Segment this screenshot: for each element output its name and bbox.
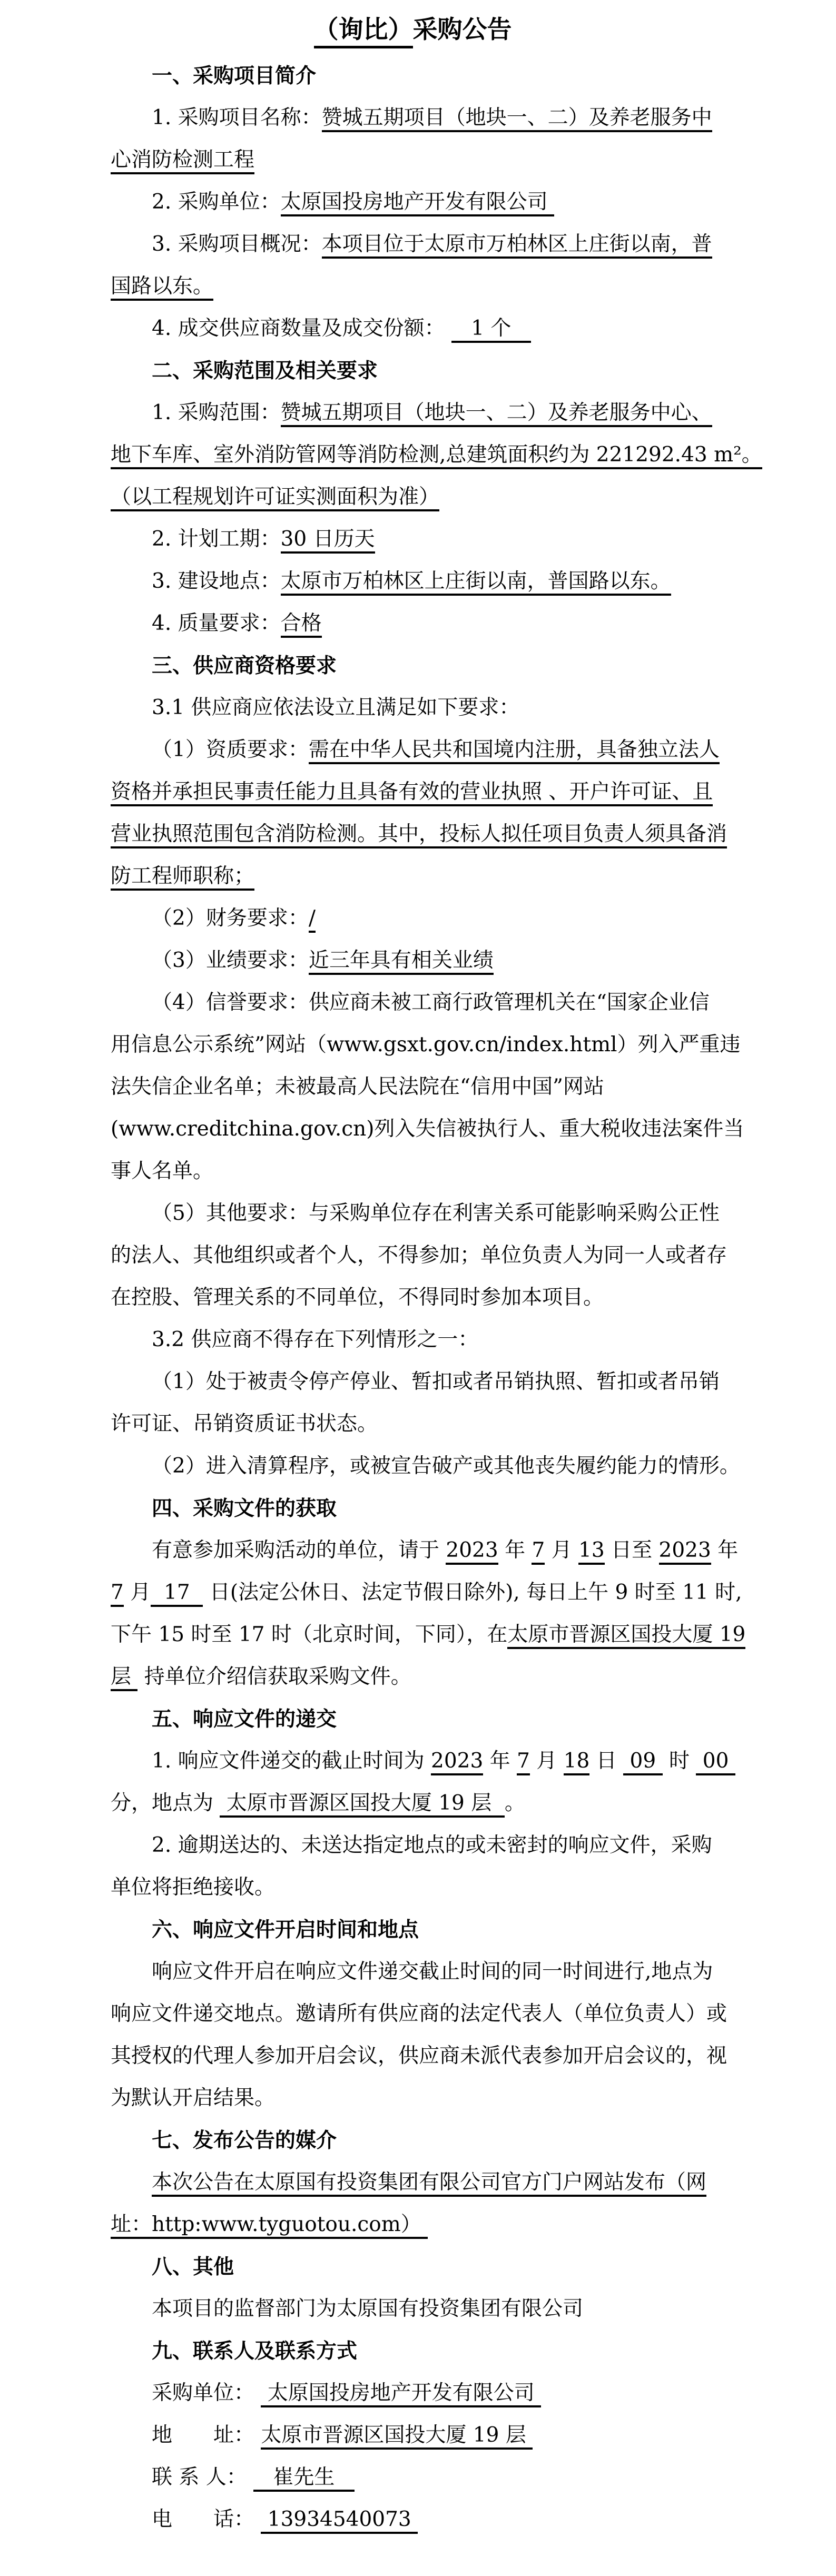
underlined-text: 崔先生 <box>253 2465 354 2492</box>
text-segment: 3. 采购项目概况： <box>152 232 322 256</box>
text-segment: 分，地点为 <box>111 1791 220 1815</box>
text-line <box>111 265 715 308</box>
text-line <box>111 603 715 645</box>
text-segment: 法失信企业名单；未被最高人民法院在“信用中国”网站 <box>111 1075 604 1099</box>
text-line <box>111 2372 715 2414</box>
underlined-text: 7 <box>517 1749 530 1775</box>
text-segment: 的法人、其他组织或者个人，不得参加；单位负责人为同一人或者存 <box>111 1243 727 1267</box>
text-segment: 联 系 人： <box>152 2465 254 2489</box>
text-line <box>111 1867 715 1909</box>
text-segment: 月 <box>545 1538 579 1562</box>
underlined-text: 1 个 <box>451 317 531 343</box>
underlined-text: 赞城五期项目（地块一、二）及养老服务中 <box>322 106 712 132</box>
text-line <box>111 1782 715 1824</box>
text-segment: 2. 逾期送达的、未送达指定地点的或未密封的响应文件，采购 <box>152 1833 712 1857</box>
text-segment: 。 <box>505 1791 526 1815</box>
text-segment: 3. 建设地点： <box>152 569 281 593</box>
underlined-text: 13 <box>578 1538 605 1565</box>
section-heading: 四、采购文件的获取 <box>152 1496 337 1521</box>
underlined-text: 需在中华人民共和国境内注册，具备独立法人 <box>309 738 720 764</box>
text-segment: 单位将拒绝接收。 <box>111 1876 276 1899</box>
underlined-text: 13934540073 <box>261 2508 418 2534</box>
underlined-text: 太原国投房地产开发有限公司 <box>281 190 554 216</box>
text-segment: 3.2 供应商不得存在下列情形之一： <box>152 1328 479 1351</box>
underlined-text: 近三年具有相关业绩 <box>309 949 494 975</box>
text-segment: 年 <box>711 1538 739 1562</box>
text-line <box>111 308 715 350</box>
text-line <box>111 2204 715 2246</box>
text-line <box>111 2162 715 2204</box>
underlined-text: 心消防检测工程 <box>111 148 254 174</box>
underlined-text: 09 <box>623 1749 662 1775</box>
text-line <box>111 2414 715 2456</box>
text-segment: （2）财务要求： <box>152 906 309 930</box>
text-segment: 持单位介绍信获取采购文件。 <box>137 1665 411 1689</box>
text-line <box>111 1150 715 1192</box>
underlined-text: 7 <box>111 1581 124 1607</box>
text-segment: （5）其他要求：与采购单位存在利害关系可能影响采购公正性 <box>152 1201 720 1225</box>
underlined-text: 30 日历天 <box>281 527 375 554</box>
text-segment: （1）资质要求： <box>152 738 309 762</box>
section-heading: 五、响应文件的递交 <box>152 1707 337 1731</box>
underlined-text: 2023 <box>659 1538 711 1565</box>
text-line <box>111 223 715 265</box>
text-line <box>111 1108 744 1150</box>
text-segment: （4）信誉要求：供应商未被工商行政管理机关在“国家企业信 <box>152 991 710 1014</box>
text-line <box>111 434 762 476</box>
text-segment: 响应文件开启在响应文件递交截止时间的同一时间进行,地点为 <box>152 1960 713 1983</box>
underlined-text: 本次公告在太原国有投资集团有限公司官方门户网站发布（网 <box>152 2170 706 2197</box>
text-line <box>111 1824 715 1867</box>
text-segment: 其授权的代理人参加开启会议，供应商未派代表参加开启会议的，视 <box>111 2044 727 2068</box>
underlined-text: 太原市晋源区国投大厦 19 层 <box>261 2423 533 2450</box>
text-segment: 本项目的监督部门为太原国有投资集团有限公司 <box>152 2297 584 2321</box>
underlined-text: 太原市晋源区国投大厦 19 <box>507 1623 745 1649</box>
text-segment: 1. 采购项目名称： <box>152 106 322 130</box>
text-line <box>111 2499 715 2541</box>
text-segment: 日(法定公休日、法定节假日除外), 每日上午 9 时至 11 时, <box>203 1581 742 1604</box>
text-line <box>111 1993 727 2035</box>
underlined-text: 太原国投房地产开发有限公司 <box>261 2381 541 2407</box>
text-line <box>111 1529 739 1572</box>
underlined-text: 00 <box>696 1749 735 1775</box>
underlined-text: / <box>309 906 316 933</box>
text-line <box>111 1951 715 1993</box>
text-line <box>111 1361 720 1403</box>
underlined-text: 址：http:www.tyguotou.com） <box>111 2213 428 2239</box>
text-line <box>111 560 715 603</box>
underlined-text: 层 <box>111 1665 137 1691</box>
section-heading: 六、响应文件开启时间和地点 <box>152 1918 419 1942</box>
underlined-text: 营业执照范围包含消防检测。其中，投标人拟任项目负责人须具备消 <box>111 822 727 848</box>
document-title <box>111 5 715 55</box>
text-segment: 用信息公示系统”网站（www.gsxt.gov.cn/index.html）列入严重违 <box>111 1033 741 1057</box>
underlined-text: 2023 <box>431 1749 483 1775</box>
text-line <box>111 1277 715 1319</box>
section-heading: 一、采购项目简介 <box>152 64 317 88</box>
text-segment: 2. 采购单位： <box>152 190 281 214</box>
text-segment: 为默认开启结果。 <box>111 2086 276 2110</box>
text-line <box>111 729 720 771</box>
section-heading: 七、发布公告的媒介 <box>152 2128 337 2153</box>
title-procurement-method: （询比） <box>314 15 413 48</box>
underlined-text: 资格并承担民事责任能力且具备有效的营业执照 、开户许可证、且 <box>111 780 713 806</box>
text-segment: 月 <box>529 1749 564 1773</box>
text-line <box>111 476 715 518</box>
text-line <box>111 687 715 729</box>
document-body <box>111 55 762 2541</box>
text-segment: 年 <box>483 1749 517 1773</box>
underlined-text: （以工程规划许可证实测面积为准） <box>111 485 439 511</box>
text-segment: 下午 15 时至 17 时（北京时间，下同），在 <box>111 1623 508 1646</box>
title-text: 采购公告 <box>412 15 512 44</box>
text-line <box>111 940 715 982</box>
text-segment: 月 <box>123 1581 151 1604</box>
section-heading: 八、其他 <box>152 2255 234 2279</box>
section-heading: 二、采购范围及相关要求 <box>152 359 378 383</box>
text-segment: 1. 响应文件递交的截止时间为 <box>152 1749 431 1773</box>
section-heading: 三、供应商资格要求 <box>152 654 337 678</box>
underlined-text: 18 <box>564 1749 590 1775</box>
text-segment: 响应文件递交地点。邀请所有供应商的法定代表人（单位负责人）或 <box>111 2002 727 2026</box>
text-segment: 日 <box>589 1749 624 1773</box>
text-segment: 在控股、管理关系的不同单位，不得同时参加本项目。 <box>111 1286 604 1309</box>
text-line <box>111 181 715 223</box>
text-line <box>111 1235 727 1277</box>
underlined-text: 赞城五期项目（地块一、二）及养老服务中心、 <box>281 401 712 427</box>
text-line <box>111 1024 741 1066</box>
text-line <box>111 139 715 181</box>
text-segment: (www.creditchina.gov.cn)列入失信被执行人、重大税收违法案件当 <box>111 1117 744 1141</box>
text-line <box>111 518 715 560</box>
text-line <box>111 1066 715 1108</box>
text-line <box>111 1319 715 1361</box>
text-line <box>111 392 715 434</box>
underlined-text: 2023 <box>446 1538 498 1565</box>
text-line <box>111 1572 742 1614</box>
text-line <box>111 1656 715 1698</box>
text-segment: （2）进入清算程序，或被宣告破产或其他丧失履约能力的情形。 <box>152 1454 740 1478</box>
text-segment: 事人名单。 <box>111 1159 214 1183</box>
text-segment: 2. 计划工期： <box>152 527 281 551</box>
text-segment: （1）处于被责令停产停业、暂扣或者吊销执照、暂扣或者吊销 <box>152 1370 720 1394</box>
text-segment: 时 <box>662 1749 696 1773</box>
underlined-text: 7 <box>532 1538 545 1565</box>
text-segment: 日至 <box>604 1538 659 1562</box>
text-line <box>111 97 715 139</box>
text-line <box>111 771 715 813</box>
text-segment: 3.1 供应商应依法设立且满足如下要求： <box>152 696 520 719</box>
underlined-text: 防工程师职称； <box>111 864 254 891</box>
underlined-text: 本项目位于太原市万柏林区上庄街以南，普 <box>322 232 712 259</box>
underlined-text: 地下车库、室外消防管网等消防检测,总建筑面积约为 221292.43 m²。 <box>111 443 762 469</box>
text-segment: 年 <box>498 1538 532 1562</box>
text-line <box>111 1403 715 1445</box>
underlined-text: 17 <box>151 1581 203 1607</box>
text-segment: 有意参加采购活动的单位，请于 <box>152 1538 446 1562</box>
text-line <box>111 2077 715 2119</box>
text-line <box>111 982 715 1024</box>
text-segment: 4. 成交供应商数量及成交份额： <box>152 317 452 340</box>
text-line <box>111 2035 727 2077</box>
text-line <box>111 2288 715 2330</box>
text-line <box>111 855 715 897</box>
text-line <box>111 1445 740 1487</box>
text-segment: 地 址： <box>152 2423 261 2447</box>
text-segment: 采购单位： <box>152 2381 261 2405</box>
text-segment: 1. 采购范围： <box>152 401 281 425</box>
text-line <box>111 1192 720 1235</box>
section-heading: 九、联系人及联系方式 <box>152 2339 358 2363</box>
text-segment: 4. 质量要求： <box>152 611 281 635</box>
text-line <box>111 897 715 940</box>
text-segment: （3）业绩要求： <box>152 949 309 972</box>
text-segment: 电 话： <box>152 2508 261 2531</box>
text-line <box>111 2456 715 2499</box>
text-segment: 许可证、吊销资质证书状态。 <box>111 1412 378 1436</box>
text-line <box>111 1614 746 1656</box>
underlined-text: 太原市万柏林区上庄街以南，普国路以东。 <box>281 569 671 596</box>
underlined-text: 合格 <box>281 611 322 638</box>
text-line <box>111 813 727 855</box>
underlined-text: 国路以东。 <box>111 274 213 301</box>
text-line <box>111 1740 735 1782</box>
underlined-text: 太原市晋源区国投大厦 19 层 <box>220 1791 505 1818</box>
